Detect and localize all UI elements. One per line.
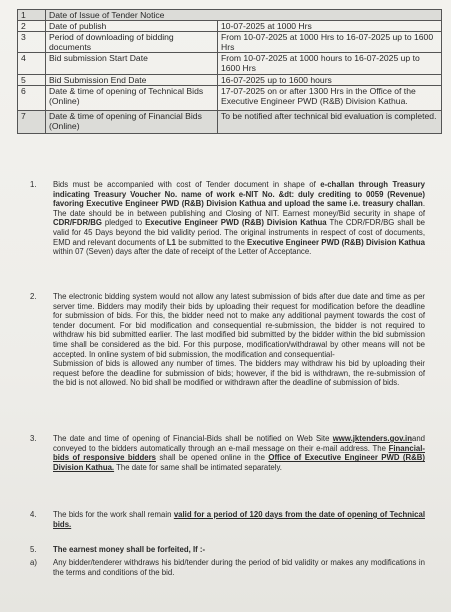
row-label: Period of downloading of bidding documents	[46, 32, 218, 53]
row-label: Date of Issue of Tender Notice	[46, 10, 442, 21]
table-row	[18, 32, 442, 53]
clause-bold: Office of Executive Engineer PWD (R&B) Division Kathua.	[53, 453, 425, 472]
clause-text: and conveyed to the bidders automatically through an e-mail message on their e-mail address. The	[53, 434, 425, 453]
clause-text: pledged to	[101, 218, 146, 228]
clause-text: . The date should be in between publishing and Closing of NIT. Earnest money/Bid security in shape of	[53, 199, 425, 218]
clause-text: shall be opened online in the	[155, 453, 269, 463]
clause-number: 4.	[30, 510, 37, 519]
row-value: From 10-07-2025 at 1000 Hrs to 16-07-2025 up to 1600 Hrs	[218, 32, 442, 53]
clause-text: The bids for the work shall remain	[53, 510, 174, 519]
clause-4-text	[53, 510, 425, 529]
clause-bold: CDR/FDR/BG	[53, 218, 102, 228]
clause-bold: valid for a period of 120 days from the date of opening of Technical bids.	[53, 510, 425, 529]
table-row	[18, 10, 442, 21]
row-number: 5	[18, 75, 46, 86]
clause-bold: e-challan through Treasury indicating Treasury Voucher No. name of work e-NIT No. &dt: duly crediting to 0059 (Revenue) favoring Executive Engineer PWD (R&B) Division Kathua and upload the same i.e. treasury challan	[53, 180, 425, 209]
tender-schedule-table	[17, 9, 442, 134]
clause-5-title: The earnest money shall be forfeited, If :-	[53, 545, 206, 554]
row-label: Date & time of opening of Technical Bids (Online)	[46, 86, 218, 111]
clause-3-text	[53, 434, 425, 472]
website-link[interactable]: www.jktenders.gov.in	[332, 434, 412, 443]
row-number: 3	[18, 32, 46, 53]
clause-bold: Financial-bids of responsive bidders	[53, 443, 425, 463]
clause-bold: L1	[166, 237, 177, 247]
clause-text: Bids must be accompanied with cost of Tender document in shape of	[53, 180, 321, 189]
clause-2-text	[53, 292, 425, 388]
row-value: 16-07-2025 up to 1600 hours	[218, 75, 442, 86]
clause-bold: Executive Engineer PWD (R&B) Division Kathua	[247, 237, 425, 247]
table-row	[18, 111, 442, 134]
table-row	[18, 86, 442, 111]
clause-number: 3.	[30, 434, 37, 443]
clause-number: 5.	[30, 545, 37, 554]
row-label: Bid submission Start Date	[46, 53, 218, 75]
row-number: 1	[18, 10, 46, 21]
clause-text: The date and time of opening of Financial-Bids shall be notified on Web Site	[53, 434, 333, 443]
clause-paragraph: Submission of bids is allowed any number of times. The bidders may withdraw his bid by uploading their request before the deadline for submission of bids; however, if the bid is withdrawn, the re-submission of the bid is not allowed. No bid shall be modified or withdrawn after the deadline of submission of bids.	[53, 359, 425, 388]
row-number: 6	[18, 86, 46, 111]
row-value: 17-07-2025 on or after 1300 Hrs in the Office of the Executive Engineer PWD (R&B) Division Kathua.	[218, 86, 442, 111]
row-label: Date of publish	[46, 21, 218, 32]
clause-text: within 07 (Seven) days after the date of receipt of the Letter of Acceptance.	[53, 247, 312, 257]
table-row	[18, 53, 442, 75]
clause-bold: Executive Engineer PWD (R&B) Division Kathua	[145, 218, 327, 228]
table-row	[18, 21, 442, 32]
clause-5a-text: Any bidder/tenderer withdraws his bid/tender during the period of bid validity or makes any modifications in the terms and conditions of the bid.	[53, 558, 425, 577]
row-label: Date & time of opening of Financial Bids (Online)	[46, 111, 218, 134]
clause-number: 1.	[30, 180, 37, 189]
row-number: 7	[18, 111, 46, 134]
clause-text: The CDR/FDR/BG shall be valid for 45 Days beyond the bid validity period. The original instruments in respect of cost of documents, EMD and relevant documents of	[53, 218, 425, 247]
clause-paragraph: The electronic bidding system would not allow any latest submission of bids after due date and time as per server time. Bidders may modify their bids by uploading their request for modification before the deadline for submission of bids. For this, the bidder need not to make any additional payment towards the cost of tender document. For bid modification and consequential re-submission, the bidder is not required to withdraw his bid submitted earlier. The last modified bid submitted by the bidder within the bid submission time shall be considered as the bid. For this purpose, modification/withdrawal by other means will not be accepted. In online system of bid submission, the modification and consequential-	[53, 292, 425, 359]
row-number: 4	[18, 53, 46, 75]
clause-1-text	[53, 180, 425, 257]
sub-clause-number: a)	[30, 558, 37, 567]
clause-number: 2.	[30, 292, 37, 301]
row-value: 10-07-2025 at 1000 Hrs	[218, 21, 442, 32]
table-row	[18, 75, 442, 86]
row-value: To be notified after technical bid evaluation is completed.	[218, 111, 442, 134]
clause-text: be submitted to the	[176, 237, 248, 247]
row-number: 2	[18, 21, 46, 32]
clause-text: The date for same shall be intimated separately.	[114, 462, 282, 472]
row-value: From 10-07-2025 at 1000 hours to 16-07-2025 up to 1600 Hrs	[218, 53, 442, 75]
row-label: Bid Submission End Date	[46, 75, 218, 86]
